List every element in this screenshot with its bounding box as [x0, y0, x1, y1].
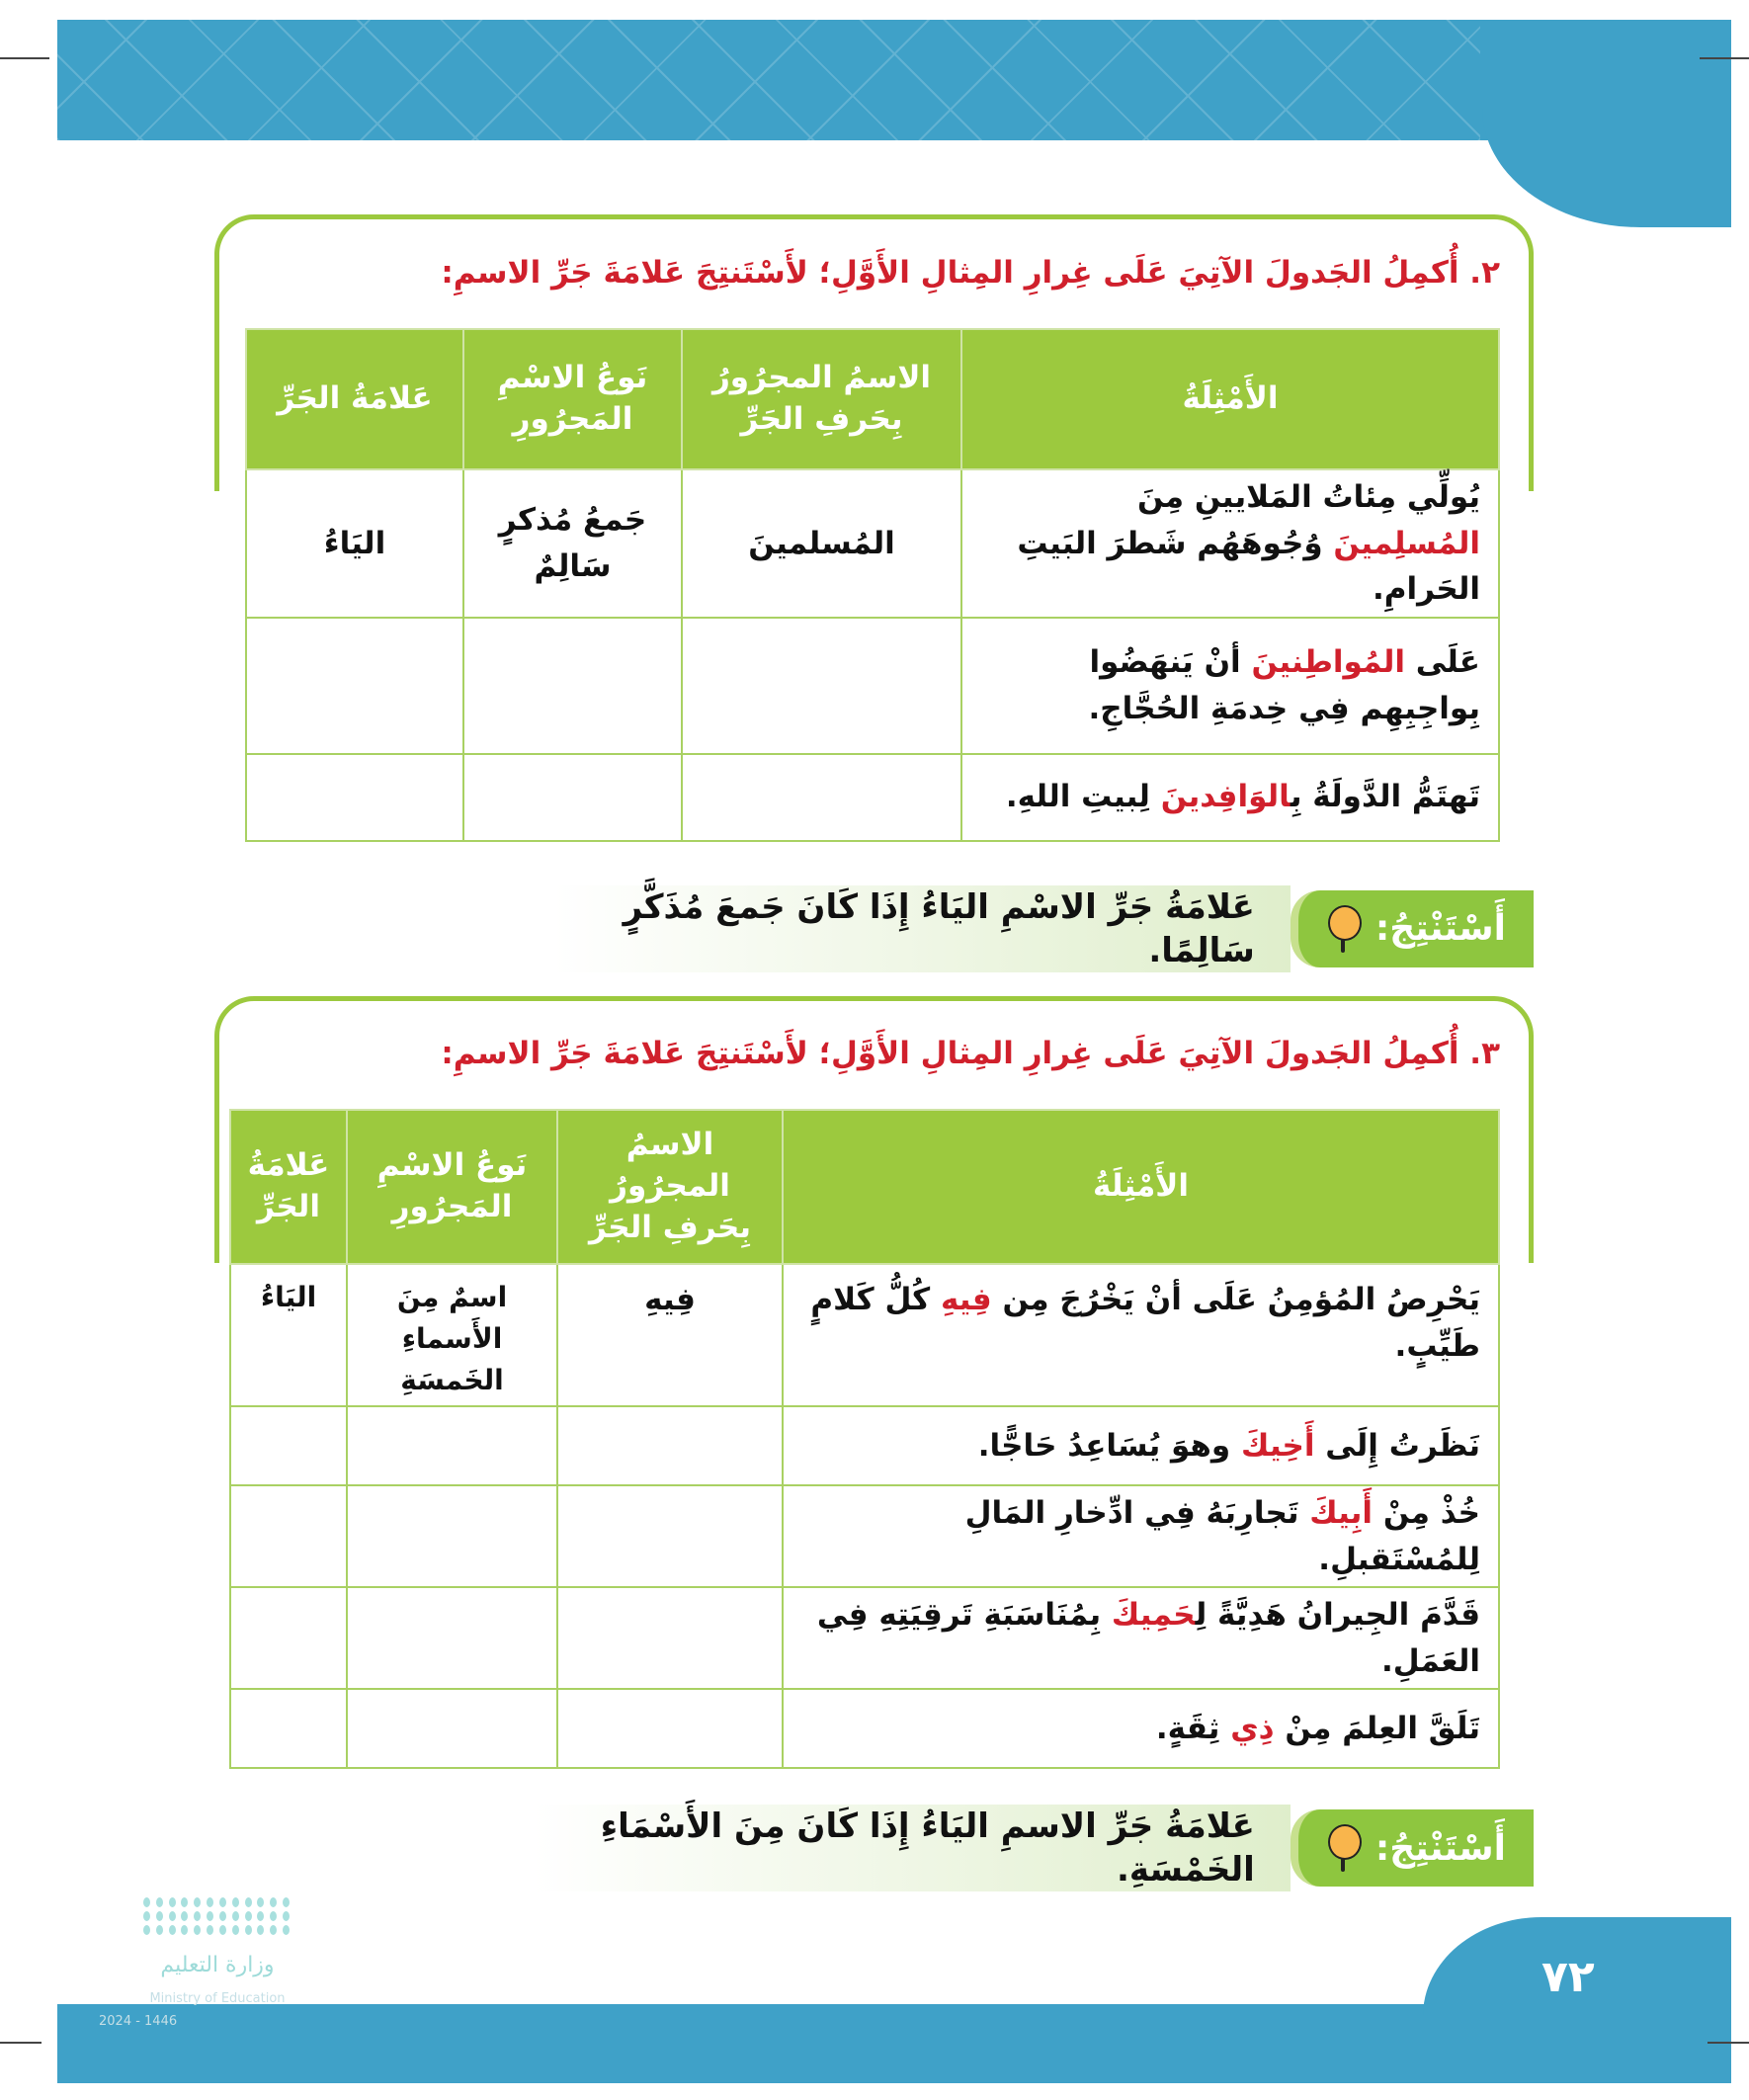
example-cell: [783, 1485, 1499, 1587]
table-row: [246, 618, 1499, 754]
crop-mark: [0, 57, 49, 59]
example-cell: [783, 1406, 1499, 1485]
type-cell[interactable]: [347, 1485, 557, 1587]
type-cell[interactable]: [463, 754, 682, 841]
lightbulb-question-icon: [1326, 1824, 1360, 1872]
crop-mark: [0, 2042, 42, 2044]
type-cell[interactable]: [347, 1689, 557, 1768]
mark-cell[interactable]: [230, 1485, 347, 1587]
highlighted-noun: ذِي: [1230, 1710, 1275, 1746]
example-text: يَحْرِصُ المُؤمِنُ عَلَى أنْ يَخْرُجَ مِن: [991, 1282, 1480, 1317]
example-text: ثِقَةٍ.: [1155, 1710, 1231, 1746]
logo-en: Ministry of Education: [149, 1991, 286, 2006]
exercise-3-block: [231, 1109, 1534, 1891]
highlighted-noun: المُسلِمينَ: [1333, 525, 1480, 561]
header-mark: عَلامَةُ الجَرِّ: [246, 329, 463, 469]
example-cell: [783, 1264, 1499, 1406]
exercise-3-table: [229, 1109, 1500, 1769]
table-row: [246, 469, 1499, 618]
example-cell: [961, 469, 1499, 618]
header-noun: الاسمُ المجرُورُ بِحَرفِ الجَرِّ: [682, 329, 961, 469]
example-cell: [783, 1587, 1499, 1689]
highlighted-noun: أَخِيكَ: [1241, 1427, 1315, 1464]
noun-cell[interactable]: المُسلمينَ: [682, 469, 961, 618]
table-header-row: [230, 1110, 1499, 1264]
example-cell: [961, 754, 1499, 841]
example-text: تَلَقَّ العِلمَ مِنْ: [1274, 1710, 1480, 1746]
example-text: قَدَّمَ الجِيرانُ هَدِيَّةً لِ: [1195, 1597, 1480, 1633]
type-cell[interactable]: جَمعُ مُذكرٍ سَالِمٌ: [463, 469, 682, 618]
example-text: وهوَ يُسَاعِدُ حَاجًّا.: [977, 1427, 1241, 1464]
exercise-2-title: ٢. أُكمِلُ الجَدولَ الآتِيَ عَلَى غِرارِ المِثالِ الأَوَّلِ؛ لأَسْتَنتِجَ عَلامَةَ جَرِّ الاسمِ:: [441, 255, 1500, 291]
mark-cell[interactable]: [246, 618, 463, 754]
conclusion-box: [553, 885, 1534, 972]
example-text: عَلَى: [1405, 644, 1480, 680]
page-number: ٧٢: [1541, 1952, 1595, 2002]
mark-cell[interactable]: [230, 1406, 347, 1485]
noun-cell[interactable]: [557, 1689, 783, 1768]
conclusion-tab: [1291, 890, 1534, 967]
example-cell: [961, 618, 1499, 754]
example-text: وُجُوهَهُم شَطرَ البَيتِ الحَرامِ.: [1017, 525, 1480, 607]
table-row: [230, 1689, 1499, 1768]
mark-cell[interactable]: اليَاءُ: [230, 1264, 347, 1406]
highlighted-noun: الوَافِدينَ: [1160, 779, 1291, 815]
table-row: [230, 1264, 1499, 1406]
banner-pattern: [57, 20, 1480, 140]
highlighted-noun: أَبِيكَ: [1309, 1495, 1374, 1531]
lightbulb-question-icon: [1326, 905, 1360, 953]
type-cell[interactable]: [347, 1406, 557, 1485]
noun-cell[interactable]: [557, 1587, 783, 1689]
noun-cell[interactable]: [682, 754, 961, 841]
highlighted-noun: حَمِيكَ: [1111, 1597, 1196, 1633]
example-cell: [783, 1689, 1499, 1768]
example-text: تَهتَمُّ الدَّولَةُ بِ: [1290, 779, 1480, 815]
table-row: [230, 1406, 1499, 1485]
noun-cell[interactable]: فِيهِ: [557, 1264, 783, 1406]
crop-mark: [1707, 2042, 1749, 2044]
example-text: نَظَرتُ إِلَى: [1314, 1427, 1480, 1464]
crop-mark: [1700, 57, 1749, 59]
logo-name: وزارة التعليم: [160, 1953, 275, 1977]
type-cell[interactable]: [347, 1587, 557, 1689]
conclusion-text: عَلامَةُ جَرِّ الاسمِ اليَاءُ إِذَا كَانَ مِنَ الأَسْمَاءِ الخَمْسَةِ.: [534, 1805, 1291, 1891]
example-text: لِبيتِ اللهِ.: [1005, 779, 1161, 815]
example-text: تَجارِبَهُ فِي ادِّخارِ المَالِ لِلمُسْتَقبلِ.: [964, 1495, 1480, 1577]
type-cell[interactable]: اسمٌ مِنَ الأَسماءِ الخَمسَةِ: [347, 1264, 557, 1406]
highlighted-noun: فِيهِ: [940, 1282, 992, 1317]
mark-cell[interactable]: [230, 1587, 347, 1689]
ministry-logo: [99, 1897, 336, 2029]
banner-curve: [1482, 99, 1731, 227]
mark-cell[interactable]: [230, 1689, 347, 1768]
table-header-row: [246, 329, 1499, 469]
example-text: خُذْ مِنْ: [1373, 1495, 1480, 1531]
exercise-2-table: [245, 328, 1500, 842]
logo-year: 2024 - 1446: [99, 2014, 178, 2029]
table-row: [230, 1587, 1499, 1689]
header-type: نَوعُ الاسْمِ المَجرُورِ: [463, 329, 682, 469]
header-mark: عَلامَةُ الجَرِّ: [230, 1110, 347, 1264]
example-text: أنْ يَنهَضُوا بِواجِبِهِم فِي خِدمَةِ الحُجَّاجِ.: [1088, 644, 1480, 726]
noun-cell[interactable]: [557, 1485, 783, 1587]
mark-cell[interactable]: [246, 754, 463, 841]
conclusion-label: أَسْتَنْتِجُ:: [1374, 1827, 1506, 1869]
example-text: بِمُنَاسَبَةِ تَرقِيَتِهِ فِي العَمَلِ.: [816, 1597, 1480, 1679]
noun-cell[interactable]: [557, 1406, 783, 1485]
type-cell[interactable]: [463, 618, 682, 754]
exercise-2-block: [247, 328, 1534, 972]
header-examples: الأَمْثِلَةُ: [961, 329, 1499, 469]
conclusion-box: [534, 1805, 1534, 1891]
mark-cell[interactable]: اليَاءُ: [246, 469, 463, 618]
highlighted-noun: المُواطِنينَ: [1251, 644, 1405, 680]
logo-dots-icon: [143, 1897, 292, 1935]
header-noun: الاسمُ المجرُورُ بِحَرفِ الجَرِّ: [557, 1110, 783, 1264]
example-text: كُلُّ كَلامٍ طَيِّبٍ.: [810, 1282, 1480, 1364]
conclusion-tab: [1291, 1809, 1534, 1887]
conclusion-text: عَلامَةُ جَرِّ الاسْمِ اليَاءُ إِذَا كَانَ جَمعَ مُذَكَّرٍ سَالِمًا.: [553, 885, 1291, 972]
header-type: نَوعُ الاسْمِ المَجرُورِ: [347, 1110, 557, 1264]
exercise-3-title: ٣. أُكمِلُ الجَدولَ الآتِيَ عَلَى غِرارِ المِثالِ الأَوَّلِ؛ لأَسْتَنتِجَ عَلامَةَ جَرِّ الاسمِ:: [441, 1036, 1500, 1071]
noun-cell[interactable]: [682, 618, 961, 754]
header-examples: الأَمْثِلَةُ: [783, 1110, 1499, 1264]
conclusion-label: أَسْتَنْتِجُ:: [1374, 908, 1506, 950]
table-row: [246, 754, 1499, 841]
example-text: يُولِّي مِئاتُ المَلايينِ مِنَ: [1137, 479, 1480, 515]
table-row: [230, 1485, 1499, 1587]
